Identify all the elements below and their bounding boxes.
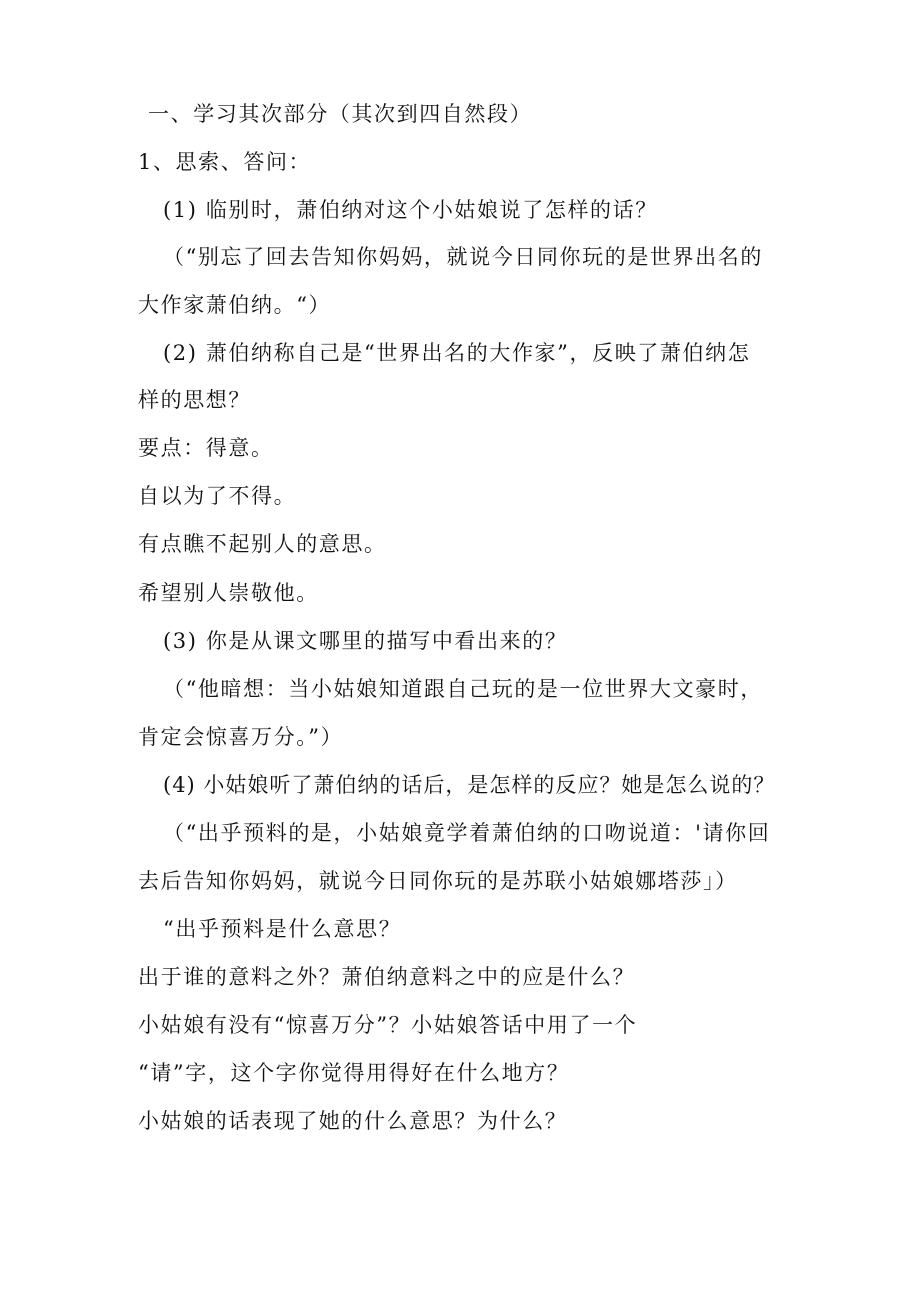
follow-up-question: 出于谁的意料之外？萧伯纳意料之中的应是什么？ — [138, 965, 636, 989]
answer-4-line-2: 去后告知你妈妈，就说今日同你玩的是苏联小姑娘娜塔莎」） — [138, 869, 738, 893]
answer-4-line-1: （“出乎预料的是，小姑娘竟学着萧伯纳的口吻说道：'请你回 — [163, 821, 771, 845]
key-point: 要点：得意。 — [138, 436, 274, 460]
key-point-item: 有点瞧不起别人的意思。 — [138, 532, 387, 556]
follow-up-question: “请”字，这个字你觉得用得好在什么地方？ — [138, 1061, 570, 1085]
answer-3-line-1: （“他暗想：当小姑娘知道跟自己玩的是一位世界大文豪时， — [163, 677, 763, 701]
answer-1-line-1: （“别忘了回去告知你妈妈，就说今日同你玩的是世界出名的 — [163, 245, 763, 269]
question-4: (4) 小姑娘听了萧伯纳的话后，是怎样的反应？她是怎么说的？ — [163, 773, 776, 797]
answer-3-line-2: 肯定会惊喜万分。”） — [138, 725, 344, 749]
question-2-line-1: (2) 萧伯纳称自己是“世界出名的大作家”，反映了萧伯纳怎 — [163, 341, 751, 365]
follow-up-question: 小姑娘有没有“惊喜万分”？小姑娘答话中用了一个 — [138, 1013, 638, 1037]
key-point-item: 希望别人崇敬他。 — [138, 581, 319, 605]
section-heading: 一、学习其次部分（其次到四自然段） — [148, 102, 533, 126]
question-1: (1) 临别时，萧伯纳对这个小姑娘说了怎样的话？ — [163, 198, 658, 222]
key-point-item: 自以为了不得。 — [138, 484, 297, 508]
task-heading: 1、思索、答问： — [138, 150, 312, 174]
follow-up-question: “出乎预料是什么意思？ — [163, 917, 402, 941]
follow-up-question: 小姑娘的话表现了她的什么意思？为什么？ — [138, 1109, 568, 1133]
question-3: (3) 你是从课文哪里的描写中看出来的？ — [163, 629, 568, 653]
question-2-line-2: 样的思想？ — [138, 388, 251, 412]
answer-1-line-2: 大作家萧伯纳。“） — [138, 293, 332, 317]
